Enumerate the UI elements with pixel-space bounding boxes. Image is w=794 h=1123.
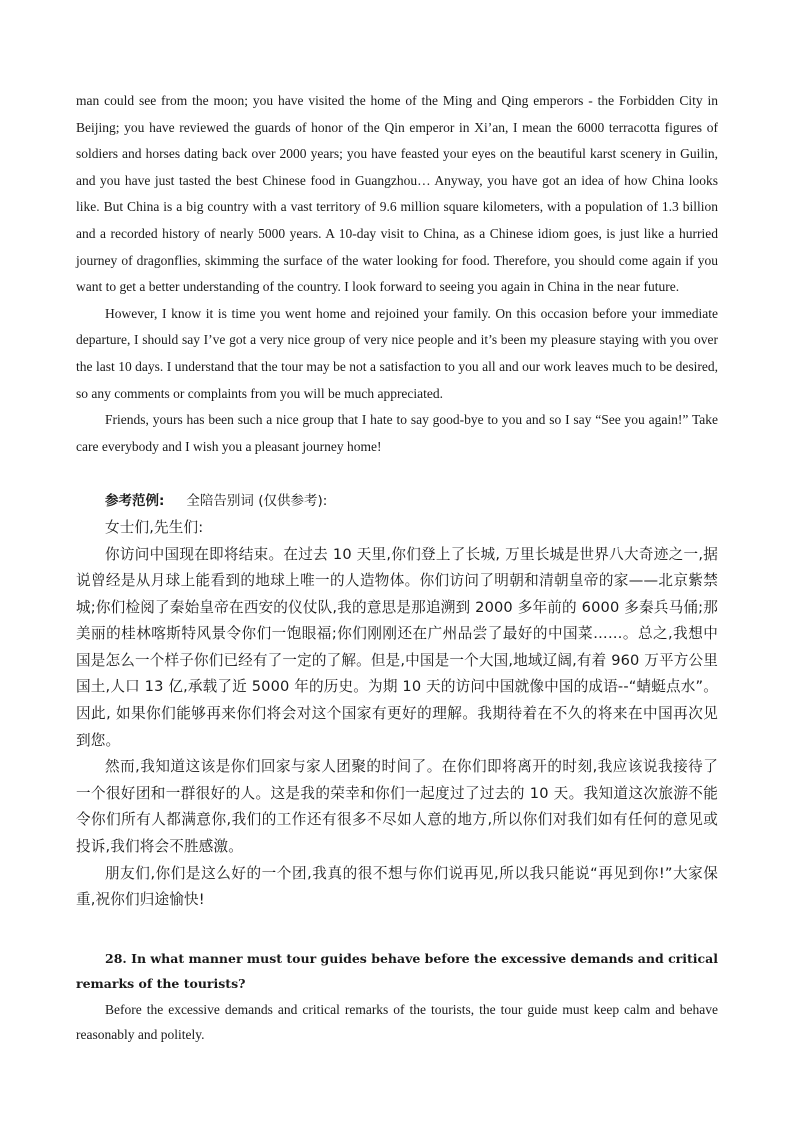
question-28: 28. In what manner must tour guides behave before the excessive demands and critical remarks of the tourists? [76,950,718,992]
reference-heading [76,488,718,515]
reference-label: 参考范例: [105,493,165,510]
chinese-paragraph-2: 然而,我知道这该是你们回家与家人团聚的时间了。在你们即将离开的时刻,我应该说我接待了一个很好团和一群很好的人。这是我的荣幸和你们一起度过了过去的 10 天。我知道这次旅游不能令你们所有人都满意你,我们的工作还有很多不尽如人意的地方,所以你们对我们如有任何的意见或投诉,我们将会不胜感激。 [76,758,718,856]
english-paragraph-1: man could see from the moon; you have visited the home of the Ming and Qing emperors - the Forbidden City in Beijing; you have reviewed the guards of honor of the Qin emperor in Xi’an, I mean the 6000 terracotta figures of soldiers and horses dating back over 2000 years; you have feasted your eyes on the beautiful karst scenery in Guilin, and you have just tasted the best Chinese food in Guangzhou… Anyway, you have got an idea of how China looks like. But China is a big country with a vast territory of 9.6 million square kilometers, with a population of 1.3 billion and a recorded history of nearly 5000 years. A 10-day visit to China, as a Chinese idiom goes, is just like a hurried journey of dragonflies, skimming the surface of the water looking for food. Therefore, you should come again if you want to get a better understanding of the country. I look forward to seeing you again in China in the near future. [76,93,718,295]
chinese-greeting: 女士们,先生们: [105,518,204,536]
chinese-paragraph-1: 你访问中国现在即将结束。在过去 10 天里,你们登上了长城, 万里长城是世界八大奇迹之一,据说曾经是从月球上能看到的地球上唯一的人造物体。你们访问了明朝和清朝皇帝的家——北京紫禁城;你们检阅了秦始皇帝在西安的仪仗队,我的意思是那追溯到 2000 多年前的 6000 多秦兵马俑;那美丽的桂林喀斯特风景令你们一饱眼福;你们刚刚还在广州品尝了最好的中国菜……。总之,我想中国是怎么一个样子你们已经有了一定的了解。但是,中国是一个大国,地域辽阔,有着 960 万平方公里国土,人口 13 亿,承载了近 5000 年的历史。为期 10 天的访问中国就像中国的成语--“蜻蜓点水”。因此, 如果你们能够再来你们将会对这个国家有更好的理解。我期待着在不久的将来在中国再次见到您。 [76,545,719,749]
reference-title: 全陪告别词 (仅供参考): [186,493,328,510]
answer-28: Before the excessive demands and critical remarks of the tourists, the tour guide must keep calm and behave reasonably and politely. [76,1001,718,1042]
chinese-paragraph-3: 朋友们,你们是这么好的一个团,我真的很不想与你们说再见,所以我只能说“再见到你!”大家保重,祝你们归途愉快! [76,864,718,909]
page-content [76,88,718,1047]
english-paragraph-2: However, I know it is time you went home and rejoined your family. On this occasion before your immediate departure, I should say I’ve got a very nice group of very nice people and it’s been my pleasure staying with you over the last 10 days. I understand that the tour may be not a satisfaction to you all and our work leaves much to be desired, so any comments or complaints from you will be much appreciated. [76,305,718,401]
english-paragraph-3: Friends, yours has been such a nice group that I hate to say good-bye to you and so I say “See you again!” Take care everybody and I wish you a pleasant journey home! [76,412,718,454]
